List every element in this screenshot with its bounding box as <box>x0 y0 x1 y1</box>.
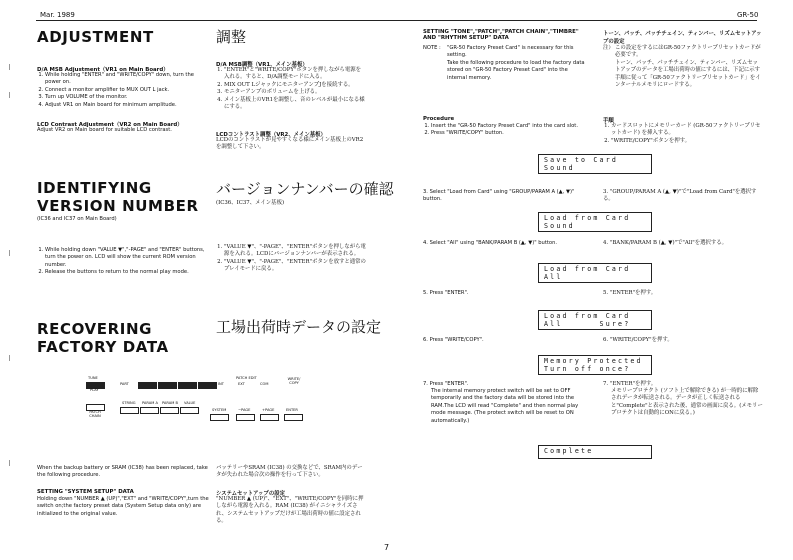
note-label-jp: 注） <box>603 45 614 51</box>
plus-page-button[interactable] <box>260 414 279 421</box>
da-heading: D/A MSB Adjustment（VR1 on Main Board） <box>37 67 169 73</box>
param-b-label: PARAM B <box>162 401 178 405</box>
param-a-button[interactable] <box>158 382 177 389</box>
ext-label: EXT <box>238 382 245 386</box>
step7-title: 7. Press "ENTER". <box>423 381 469 387</box>
step6: 6. Press "WRITE/COPY". <box>423 337 484 343</box>
lcd-display-1: Save to Card Sound <box>538 154 652 174</box>
enter-button[interactable] <box>284 414 303 421</box>
da-steps <box>37 72 205 109</box>
note-item-jp: この設定をするにはGR-50ファクトリープリセットカードが必要です。 <box>615 45 761 59</box>
procedure-heading-jp: 手順 <box>603 118 614 124</box>
sys-text: Holding down "NUMBER ▲ (UP)","EXT" and "WRITE/COPY",turn the switch on;the factory preset data (System Setup data only) are initialized to the original value. <box>37 496 209 517</box>
lcd-display-2: Load from Card Sound <box>538 212 652 232</box>
value-button[interactable] <box>198 382 217 389</box>
step6-jp: 6. "WRITE/COPY"を押す。 <box>603 337 673 343</box>
da-step-jp: 3. モニターアンプのボリュームを上げる。 <box>224 89 366 96</box>
step3: 3. Select "Load from Card" using "GROUP/PARAM A (▲, ▼)" button. <box>423 189 575 203</box>
step3-jp: 3. "GROUP/PARAM A (▲, ▼)"で"Load from Card"を選択する。 <box>603 189 757 203</box>
da-step-jp: 2. MIX OUT LジャックにモニターアンプJを接続する。 <box>224 82 366 89</box>
patch-chain-label: PATCH CHAIN <box>89 410 101 418</box>
note-label: NOTE : <box>423 45 441 51</box>
margin-mark <box>9 355 10 361</box>
identify-sub-jp: (IC36、IC37、メイン基板) <box>216 200 285 206</box>
notes <box>447 45 585 82</box>
da-step: 2. Connect a monitor amplifier to MUX OUT L jack. <box>45 87 205 94</box>
adjustment-title-jp: 調整 <box>216 28 247 46</box>
identify-title-1: IDENTIFYING <box>37 179 152 197</box>
minus-page-label: −PAGE <box>238 408 251 412</box>
identify-step: 2. Release the buttons to return to the normal play mode. <box>45 269 207 276</box>
int-label: INT <box>218 382 224 386</box>
system-button[interactable] <box>210 414 229 421</box>
proc-steps-jp <box>603 123 763 145</box>
identify-step-jp: 2. "VALUE ▼"、"-PAGE"、"ENTER"ボタンを放すと通常のプレイモードに戻る。 <box>224 259 366 274</box>
step4-jp: 4. "BANK/PARAM B (▲, ▼)"で"All"を選択する。 <box>603 240 728 246</box>
step5: 5. Press "ENTER". <box>423 290 469 296</box>
proc-steps <box>423 123 593 138</box>
identify-step-jp: 1. "VALUE ▼"、"-PAGE"、"ENTER"ボタンを押しながら電源を入れる。LCDにバージョンナンバーが表示される。 <box>224 244 366 259</box>
margin-mark <box>9 250 10 256</box>
sys-text-jp: "NUMBER ▲ (UP)"、"EXT"、"WRITE/COPY"を同時に押しながら電源を入れる。RAM (IC38) がイニシャライズされ、システムセットアップだけが工場出荷時の値に設定される。 <box>216 496 364 525</box>
bank-button[interactable] <box>160 407 179 414</box>
lcd-display-5: Memory Protected Turn off once? <box>538 355 652 375</box>
patch-edit-label: PATCH EDIT <box>236 376 257 380</box>
procedure-heading: Procedure <box>423 116 455 122</box>
da-step: 1. While holding "ENTER" and "WRITE/COPY" down, turn the power on. <box>45 72 205 87</box>
page-number: 7 <box>384 543 390 552</box>
identify-steps-jp <box>216 244 366 274</box>
header-model: GR-50 <box>737 11 759 19</box>
lcd-text-jp: LCDのコントラストが見やすくなる様にメイン基板上のVR2を調整して下さい。 <box>216 137 364 151</box>
step7-text-jp: メモリープロテクト (ソフト上で解除できる) が一時的に解除されデータが転送される。データが正しく転送されると"Complete"と表示された後、通常の画面に戻る。(メモリープロテクトは自動的にONに戻る。) <box>611 388 763 417</box>
lcd-display-6: Complete <box>538 445 652 459</box>
margin-mark <box>9 460 10 466</box>
da-step: 3. Turn up VOLUME of the monitor. <box>45 94 205 101</box>
margin-mark <box>9 64 10 70</box>
notes-jp <box>615 45 763 89</box>
setting-heading-jp: トーン、パッチ、パッチチェイン、ティンバー、リズムセットアップの設定 <box>603 31 762 45</box>
header-rule <box>36 20 757 21</box>
param-b-button[interactable] <box>178 382 197 389</box>
step4: 4. Select "All" using "BANK/PARAM B (▲, ▼)" button. <box>423 240 558 246</box>
step5-jp: 5. "ENTER"を押す。 <box>603 290 657 296</box>
note-item: Take the following procedure to load the factory data stored on "GR-50 Factory Preset Card" into the internal memory. <box>447 59 585 81</box>
da-steps-jp <box>216 67 366 111</box>
identify-title-2: VERSION NUMBER <box>37 197 199 215</box>
front-panel-diagram <box>86 376 306 422</box>
margin-mark <box>9 92 10 98</box>
da-heading-jp: D/A MSB調整（VR1、メイン基板） <box>216 62 308 68</box>
com-label: COM <box>260 382 269 386</box>
sys-heading-jp: システムセットアップの設定 <box>216 491 285 497</box>
string-button[interactable] <box>138 382 157 389</box>
proc-step: 1. Insert the "GR-50 Factory Preset Card" into the card slot. <box>431 123 593 130</box>
note-item-jp: トーン、パッチ、パッチチェイン、ティンバー、リズムセットアップのデータを工場出荷時の値にするには、下記に示す手順に従って「GR-50ファクトリープリセットカード」をインターナルメモリにロードする。 <box>615 59 761 89</box>
recover-title-1: RECOVERING <box>37 320 153 338</box>
lcd-display-4: Load from Card All Sure? <box>538 310 652 330</box>
proc-step-jp: 1. カードスロットにメモリーカード (GR-50ファクトリープリセットカード) を挿入する。 <box>611 123 763 138</box>
play-label: PLAY <box>90 388 99 392</box>
group-button[interactable] <box>140 407 159 414</box>
identify-title-jp: バージョンナンバーの確認 <box>216 180 394 198</box>
write-copy-label: WRITE/ COPY <box>287 377 301 385</box>
sys-heading: SETTING "SYSTEM SETUP" DATA <box>37 489 134 495</box>
identify-sub: (IC36 and IC37 on Main Board) <box>37 216 117 222</box>
da-step-jp: 1. "ENTER"と"WRITE/COPY"ボタンを押しながら電源を入れる。すると、D/A調整モードに入る。 <box>224 67 366 82</box>
string-label: STRING <box>122 401 136 405</box>
lcd-display-3: Load from Card All <box>538 263 652 283</box>
step7-text: The internal memory protect switch will be set to OFF temporarily and the factory data will be stored into the RAM.The LCD will read "Complete" and then normal play mode message. (The protect switch will be reset to ON automatically.) <box>431 388 579 424</box>
header-date: Mar. 1989 <box>40 11 75 19</box>
recover-title-jp: 工場出荷時データの設定 <box>216 318 382 336</box>
identify-step: 1. While holding down "VALUE ▼","-PAGE" and "ENTER" buttons, turn the power on. LCD will show the current ROM version number. <box>45 247 207 269</box>
part-label: PART <box>120 382 129 386</box>
lcd-heading-jp: LCDコントラスト調整（VR2、メイン基板） <box>216 132 326 138</box>
minus-page-button[interactable] <box>236 414 255 421</box>
step7-title-jp: 7. "ENTER"を押す。 <box>603 381 657 387</box>
recover-bottom-text: When the backup battery or SRAM (IC38) has been replaced, take the following procedure. <box>37 465 208 479</box>
identify-steps <box>37 247 207 277</box>
adjustment-title: ADJUSTMENT <box>37 28 154 46</box>
value-down-button[interactable] <box>180 407 199 414</box>
system-label: SYSTEM <box>212 408 227 412</box>
recover-title-2: FACTORY DATA <box>37 338 169 356</box>
param-a-label: PARAM A <box>142 401 158 405</box>
recover-bottom-text-jp: バッテリーやSRAM (IC38) の交換などで、SRAM内のデータが失われた場合次の操作を行って下さい。 <box>216 465 363 479</box>
setting-heading: SETTING "TONE","PATCH","PATCH CHAIN","TIMBRE" AND "RHYTHM SETUP" DATA <box>423 29 579 41</box>
da-step-jp: 4. メイン基板上のVR1を調整し、音のレベルが最小になる様にする。 <box>224 97 366 112</box>
number-button[interactable] <box>120 407 139 414</box>
value-label: VALUE <box>184 401 196 405</box>
enter-label: ENTER <box>286 408 298 412</box>
note-item: "GR-50 Factory Preset Card" is necessary for this setting. <box>447 45 574 59</box>
proc-step: 2. Press "WRITE/COPY" button. <box>431 130 593 137</box>
lcd-heading: LCD Contrast Adjustment（VR2 on Main Board） <box>37 122 183 128</box>
plus-page-label: +PAGE <box>262 408 275 412</box>
da-step: 4. Adjust VR1 on Main board for minimum amplitude. <box>45 102 205 109</box>
proc-step-jp: 2. "WRITE/COPY"ボタンを押す。 <box>611 138 763 145</box>
lcd-text: Adjust VR2 on Main board for suitable LCD contrast. <box>37 127 172 133</box>
tune-label: TUNE <box>88 376 98 380</box>
